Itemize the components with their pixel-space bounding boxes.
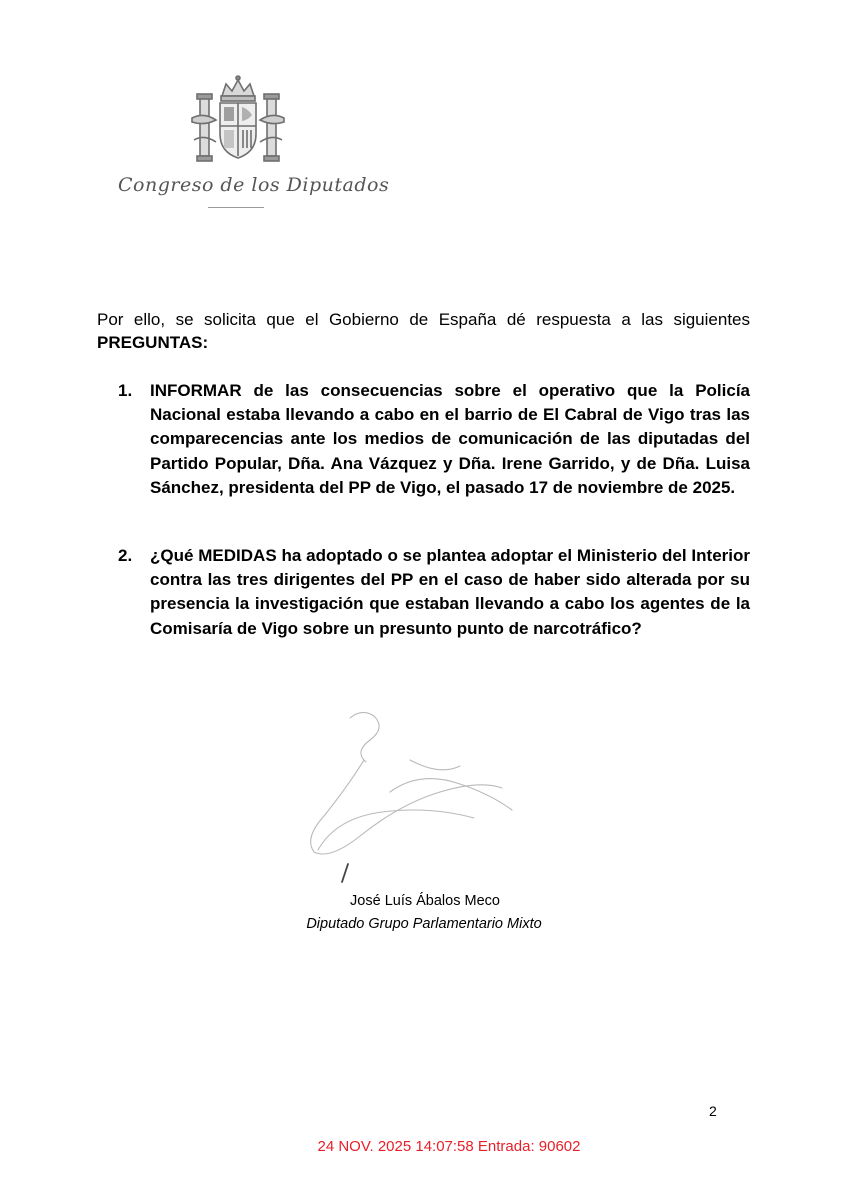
letterhead-divider <box>208 207 264 208</box>
question-number: 2. <box>118 546 133 565</box>
letterhead <box>110 74 390 214</box>
coat-of-arms-icon <box>186 74 290 170</box>
question-text: ¿Qué MEDIDAS ha adoptado o se plantea adoptar el Ministerio del Interior contra las tres dirigentes del PP en el caso de haber sido alterada por su presencia la investigación que estaban llevando a cabo los agentes de la Comisaría de Vigo sobre un presunto punto de narcotráfico? <box>150 546 750 638</box>
signer-name: José Luís Ábalos Meco <box>350 893 500 909</box>
question-item <box>118 379 750 500</box>
handwritten-signature <box>290 700 540 890</box>
question-item <box>118 544 750 641</box>
page-number: 2 <box>709 1103 717 1119</box>
intro-paragraph: Por ello, se solicita que el Gobierno de España dé respuesta a las siguientes <box>97 310 750 329</box>
registry-entry-stamp: 24 NOV. 2025 14:07:58 Entrada: 90602 <box>317 1138 581 1155</box>
signer-role: Diputado Grupo Parlamentario Mixto <box>306 916 542 932</box>
question-text: INFORMAR de las consecuencias sobre el operativo que la Policía Nacional estaba llevando a cabo en el barrio de El Cabral de Vigo tras las comparecencias ante los medios de comunicación de las diputadas del Partido Popular, Dña. Ana Vázquez y Dña. Irene Garrido, y de Dña. Luisa Sánchez, presidenta del PP de Vigo, el pasado 17 de noviembre de 2025. <box>150 381 750 497</box>
institution-name: Congreso de los Diputados <box>118 174 390 196</box>
question-number: 1. <box>118 381 133 400</box>
questions-heading: PREGUNTAS: <box>97 333 209 352</box>
